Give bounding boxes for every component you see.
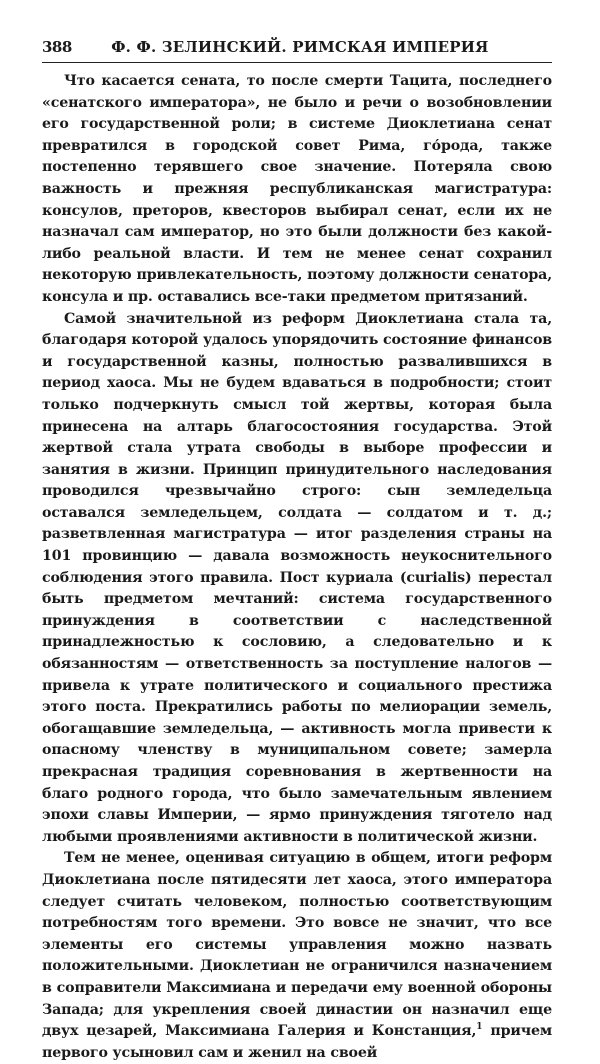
- footnote-reference[interactable]: 1: [476, 1022, 483, 1033]
- paragraph-reforms: Самой значительной из реформ Диоклетиана стала та, благодаря которой удалось упорядочить состояние финансов и государственной казны, полностью развалившихся в период хаоса. Мы не будем вдаваться в подробности; стоит только подчеркнуть смысл той жертвы, которая была принесена на алтарь благосостояния государства. Этой жертвой стала утрата свободы в выборе профессии и занятия в жизни. Принцип принудительного наследования проводился чрезвычайно строго: сын земледельца оставался земледельцем, солдата — солдатом и т. д.; разветвленная магистратура — итог разделения страны на 101 провинцию — давала возможность неукоснительного соблюдения этого правила. Пост куриала (curialis) перестал быть предметом мечтаний: система государственного принуждения в соответствии с наследственной принадлежностью к сословию, а следовательно и к обязанностям — ответственность за поступление налогов — привела к утрате политического и социального престижа этого поста. Прекратились работы по мелиорации земель, обогащавшие земледельца, — активность могла привести к опасному членству в муниципальном совете; замерла прекрасная традиция соревнования в жертвенности на благо родного города, что было замечательным явлением эпохи славы Империи, — ярмо принуждения тяготело над любыми проявлениями активности в политической жизни.: [42, 310, 552, 845]
- running-title: Ф. Ф. ЗЕЛИНСКИЙ. РИМСКАЯ ИМПЕРИЯ: [111, 38, 489, 56]
- paragraph-assessment: [42, 848, 552, 1064]
- body-text: [42, 71, 552, 1064]
- paragraph-text-continued: причем первого усыновил сам и женил на своей: [42, 1023, 552, 1061]
- book-page: [42, 38, 552, 1064]
- paragraph-senate: Что касается сената, то после смерти Тацита, последнего «сенатского императора», не было и речи о возобновлении его государственной роли; в системе Диоклетиана сенат превратился в городской совет Рима, го́рода, также постепенно терявшего свое значение. Потеряла свою важность и прежняя республиканская магистратура: консулов, преторов, квесторов выбирал сенат, если их не назначал сам император, но это были должности без какой-либо реальной власти. И тем не менее сенат сохранил некоторую привлекательность, поэтому должности сенатора, консула и пр. оставались все-таки предметом притязаний.: [42, 73, 552, 305]
- page-number: 388: [42, 38, 72, 56]
- running-head: [42, 38, 552, 63]
- paragraph-text: Тем не менее, оценивая ситуацию в общем, итоги реформ Диоклетиана после пятидесяти лет хаоса, этого императора следует считать человеком, полностью соответствующим потребностям того времени. Это вовсе не значит, что все элементы его системы управления можно назвать положительными. Диоклетиан не ограничился назначением в соправители Максимиана и передачи ему военной обороны Запада; для укрепления своей династии он назначил еще двух цезарей, Максимиана Галерия и Констанция,: [42, 850, 552, 1040]
